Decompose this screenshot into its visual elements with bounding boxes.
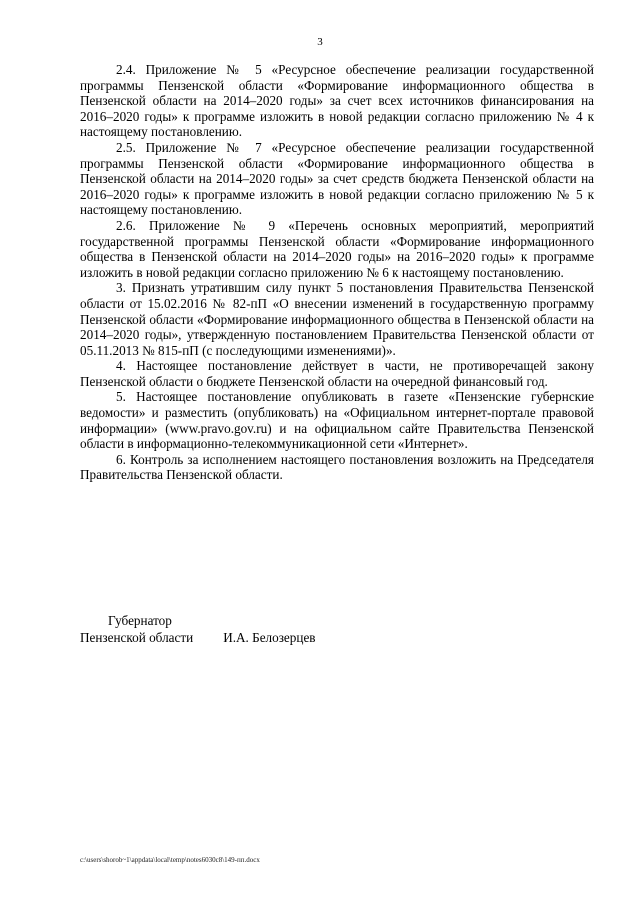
document-body <box>80 62 594 483</box>
paragraph-2-5: 2.5. Приложение № 7 «Ресурсное обеспечение реализации государственной программы Пензенской области «Формирование информационного общества в Пензенской области на 2014–2020 годы» за счет средств бюджета Пензенской области на 2016–2020 годы» к программе изложить в новой редакции согласно приложению № 5 к настоящему постановлению. <box>80 139 594 218</box>
page-number: 3 <box>317 36 323 48</box>
signature-title: Губернатор <box>108 613 172 628</box>
footer-file-path: c:\users\shorob~1\appdata\local\temp\notes6030c8\149-пп.docx <box>80 856 260 864</box>
signature-line <box>80 629 316 646</box>
paragraph-2-6: 2.6. Приложение № 9 «Перечень основных мероприятий, мероприятий государственной программы Пензенской области «Формирование информационного общества в Пензенской области на 2014–2020 годы» на 2016–2020 годы» к программе изложить в новой редакции согласно приложению № 6 к настоящему постановлению. <box>80 217 594 280</box>
signature-block <box>80 612 316 646</box>
paragraph-4: 4. Настоящее постановление действует в части, не противоречащей закону Пензенской области о бюджете Пензенской области на очередной финансовый год. <box>80 358 594 389</box>
paragraph-2-4: 2.4. Приложение № 5 «Ресурсное обеспечение реализации государственной программы Пензенской области «Формирование информационного общества в Пензенской области на 2014–2020 годы» за счет всех источников финансирования на 2016–2020 годы» к программе изложить в новой редакции согласно приложению № 4 к настоящему постановлению. <box>80 62 594 140</box>
signature-region: Пензенской области <box>80 630 194 645</box>
paragraph-3: 3. Признать утратившим силу пункт 5 постановления Правительства Пензенской области от 15.02.2016 № 82-пП «О внесении изменений в государственную программу Пензенской области «Формирование информационного общества в Пензенской области на 2014–2020 годы», утвержденную постановлением Правительства Пензенской области от 05.11.2013 № 815-пП (с последующими изменениями)». <box>80 280 594 358</box>
paragraph-5: 5. Настоящее постановление опубликовать в газете «Пензенские губернские ведомости» и разместить (опубликовать) на «Официальном интернет-портале правовой информации» (www.pravo.gov.ru) и на официальном сайте Правительства Пензенской области в информационно-телекоммуникационной сети «Интернет». <box>80 389 594 452</box>
signature-name: И.А. Белозерцев <box>223 630 316 645</box>
paragraph-6: 6. Контроль за исполнением настоящего постановления возложить на Председателя Правительства Пензенской области. <box>80 451 594 483</box>
